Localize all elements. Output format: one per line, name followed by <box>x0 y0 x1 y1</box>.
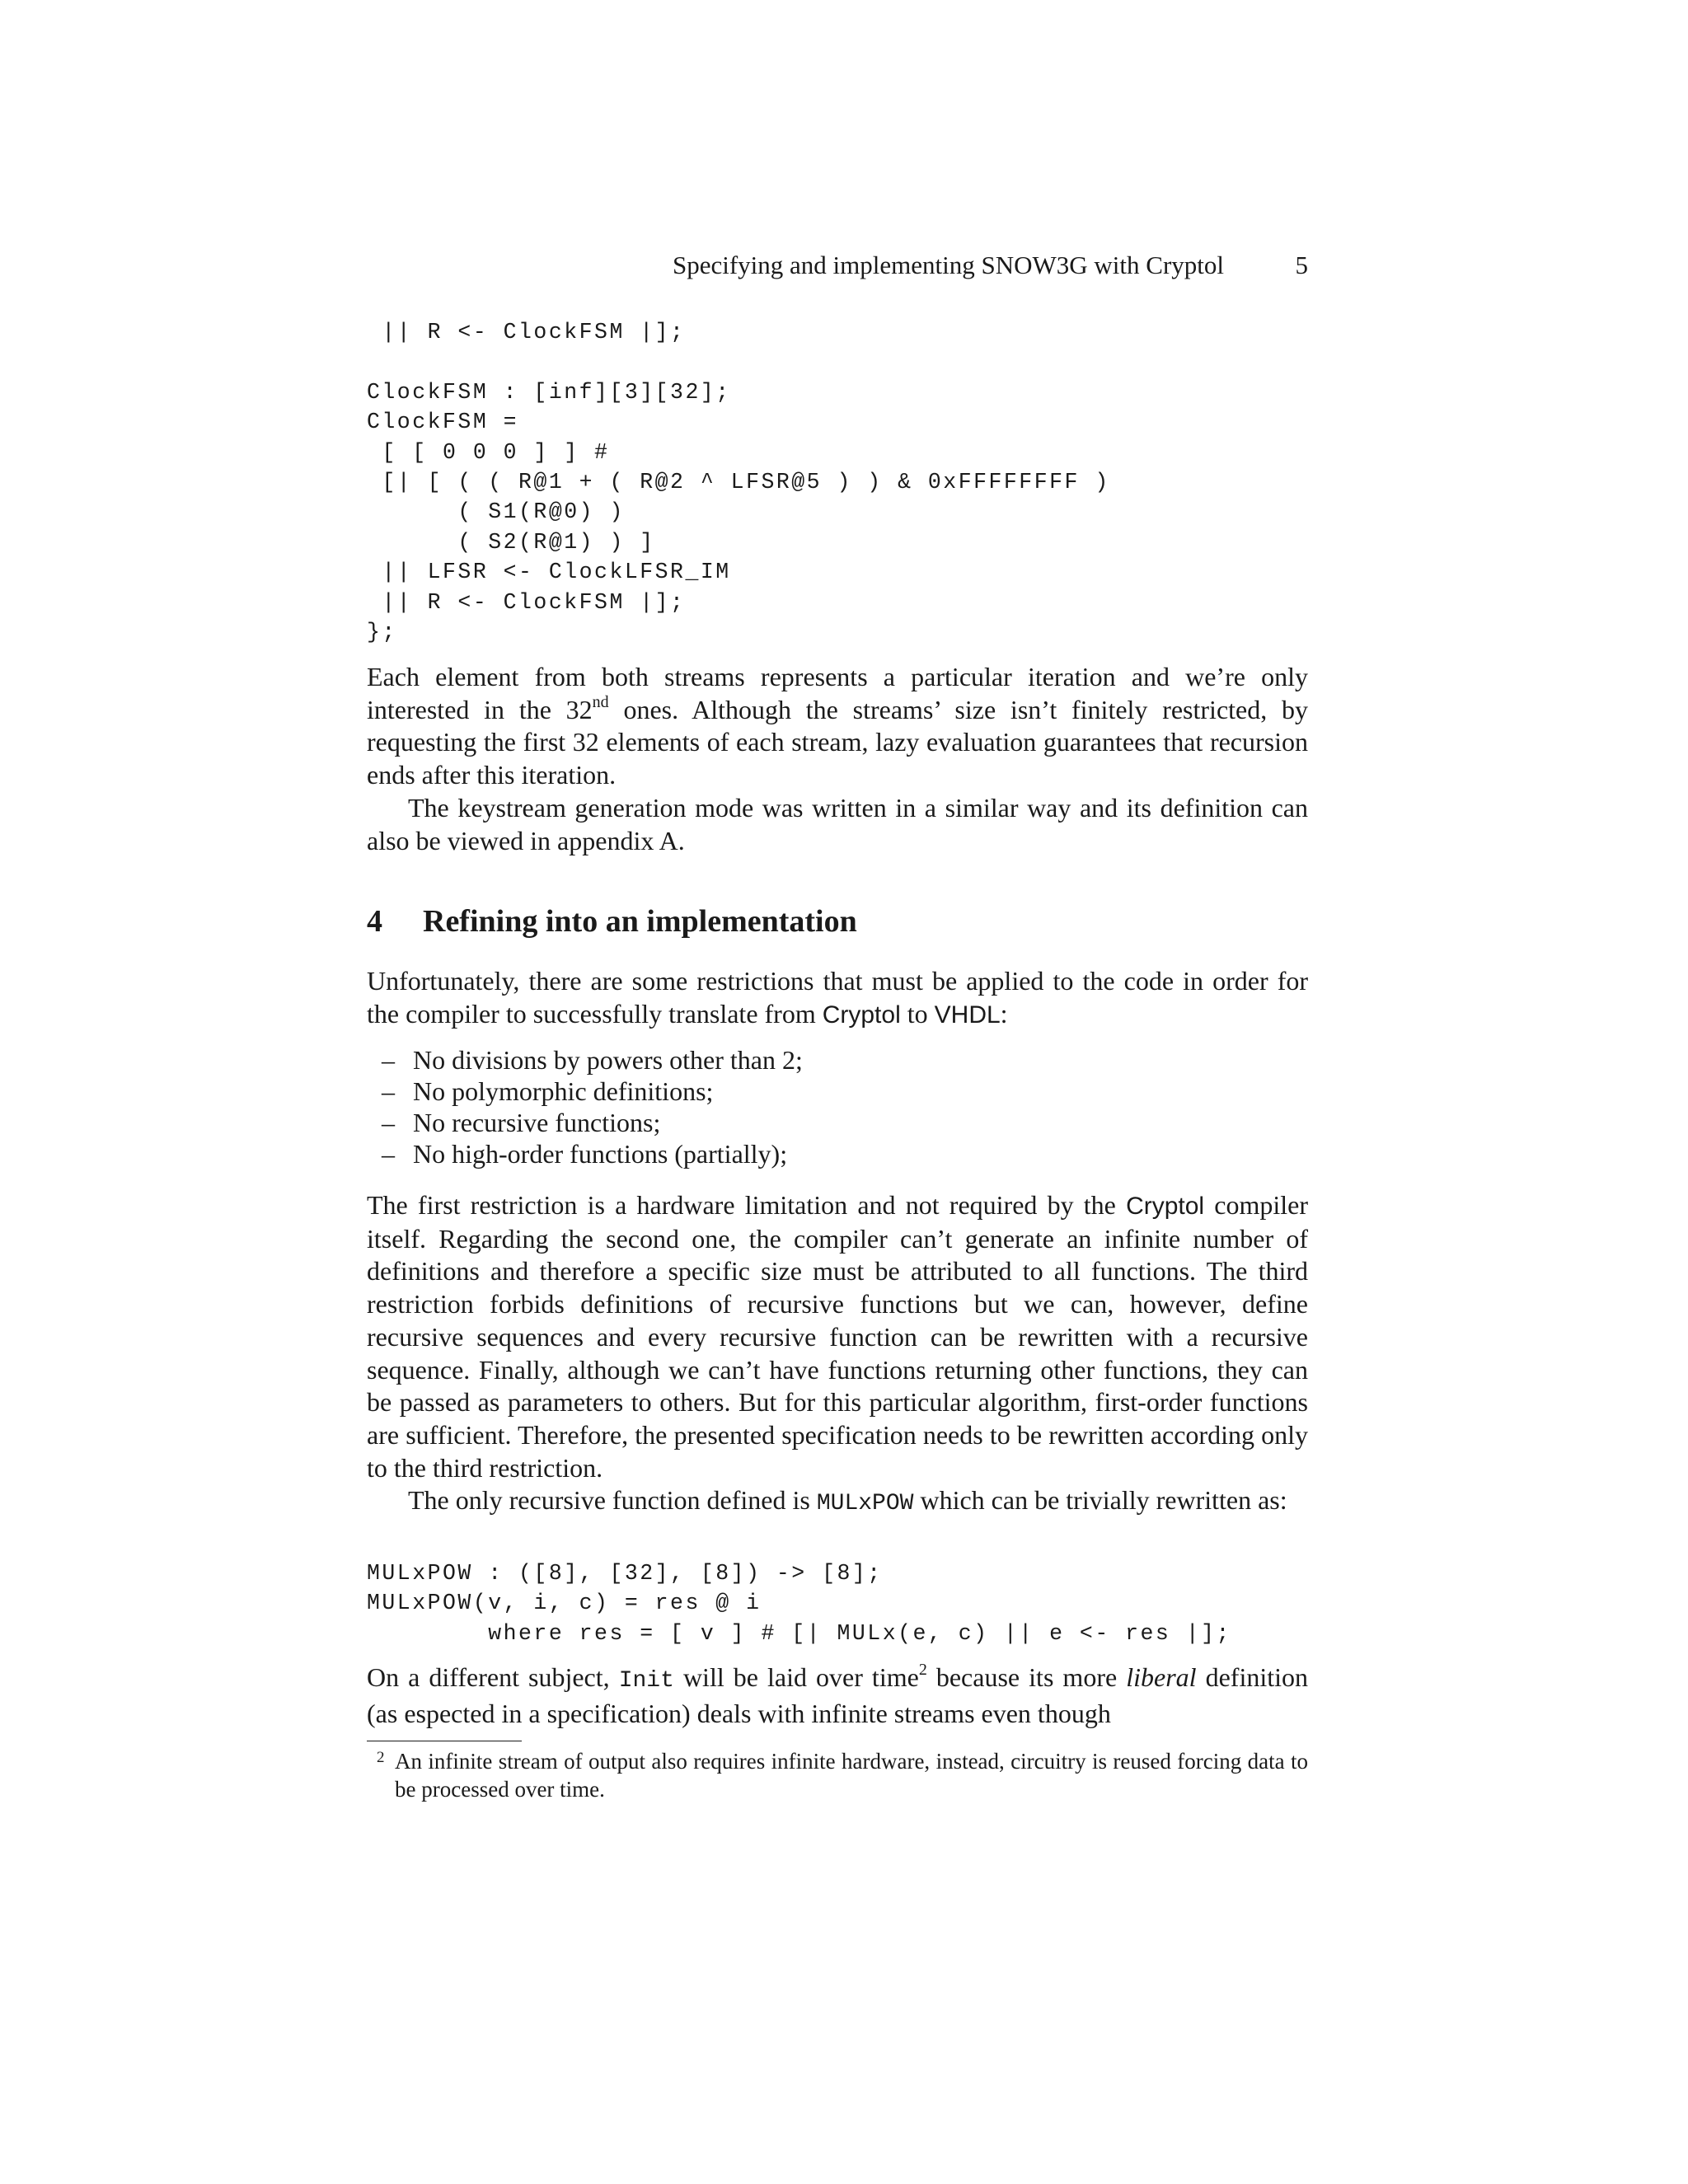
paragraph-init: On a different subject, Init will be laid over time$^2$ because its more liberal definition (as espected in a specification) deals with infinite streams even though <box>367 1661 1309 1728</box>
list-item: – No divisions by powers other than 2; <box>382 1045 803 1075</box>
body-text-top <box>367 661 1308 857</box>
list-item: – No recursive functions; <box>382 1108 661 1137</box>
vhdl-name: VHDL <box>934 1001 1001 1029</box>
restrictions-list <box>382 1044 803 1169</box>
running-header <box>367 247 1308 284</box>
emphasis-liberal: liberal <box>1126 1662 1197 1692</box>
inline-code-mulxpow: MULxPOW <box>816 1491 914 1517</box>
cryptol-name: Cryptol <box>1126 1193 1205 1220</box>
section-title: Refining into an implementation <box>423 904 857 939</box>
section-number: 4 <box>367 904 382 939</box>
inline-code-init: Init <box>618 1668 674 1694</box>
footnote <box>367 1747 1308 1803</box>
cryptol-name: Cryptol <box>822 1001 901 1029</box>
footnote-text: An infinite stream of output also requires infinite hardware, instead, circuitry is reused forcing data to be processed over time. <box>395 1749 1308 1802</box>
page-number: 5 <box>1295 251 1308 279</box>
running-title: Specifying and implementing SNOW3G with Cryptol <box>672 251 1224 279</box>
code-block-mulxpow: MULxPOW : ([8], [32], [8]) -> [8]; MULxPOW(v, i, c) = res @ i where res = [ v ] # [| MULx(e, c) || e <- res |]; <box>367 1561 1231 1646</box>
list-item: – No high-order functions (partially); <box>382 1139 788 1169</box>
list-item: – No polymorphic definitions; <box>382 1076 714 1106</box>
paragraph-streams: Each element from both streams represents a particular iteration and we’re only interested in the 32nd ones. Although the streams’ size isn’t finitely restricted, by requesting the first 32 elements of each stream, lazy evaluation guarantees that recursion ends after this iteration. <box>367 662 1308 790</box>
code-block-clockfsm: || R <- ClockFSM |]; ClockFSM : [inf][3][32]; ClockFSM = [ [ 0 0 0 ] ] # [| [ ( ( R@1 + ( R@2 ^ LFSR@5 ) ) & 0xFFFFFFFF ) ( S1(R@0) ) ( S2(R@1) ) ] || LFSR <- ClockLFSR_IM || R <- ClockFSM |]; }; <box>367 320 1110 645</box>
paragraph-keystream: The keystream generation mode was written in a similar way and its definition can also be viewed in appendix A. <box>367 792 1308 855</box>
section-heading <box>367 901 1308 942</box>
paragraph-mulxpow: The only recursive function defined is MULxPOW which can be trivially rewritten as: <box>408 1485 1287 1517</box>
superscript-nd: nd <box>592 693 609 712</box>
footnote-mark: 2 <box>377 1749 385 1766</box>
footnote-ref: 2 <box>918 1661 927 1680</box>
body-text-middle <box>367 1189 1308 1521</box>
paragraph-restrictions-explained: The first restriction is a hardware limitation and not required by the Cryptol compiler itself. Regarding the second one, the compiler can’t generate an infinite number of definitions and therefore a specific size must be attributed to all functions. The third restriction forbids definitions of recursive functions but we can, however, define recursive sequences and every recursive function can be rewritten with a recursive sequence. Finally, although we can’t have functions returning other functions, they can be passed as parameters to others. But for this particular algorithm, first-order functions are sufficient. Therefore, the presented specification needs to be rewritten according only to the third restriction. <box>367 1190 1309 1483</box>
paragraph-restrictions-intro: Unfortunately, there are some restrictions that must be applied to the code in order for the compiler to successfully translate from Cryptol to VHDL: <box>367 966 1308 1029</box>
